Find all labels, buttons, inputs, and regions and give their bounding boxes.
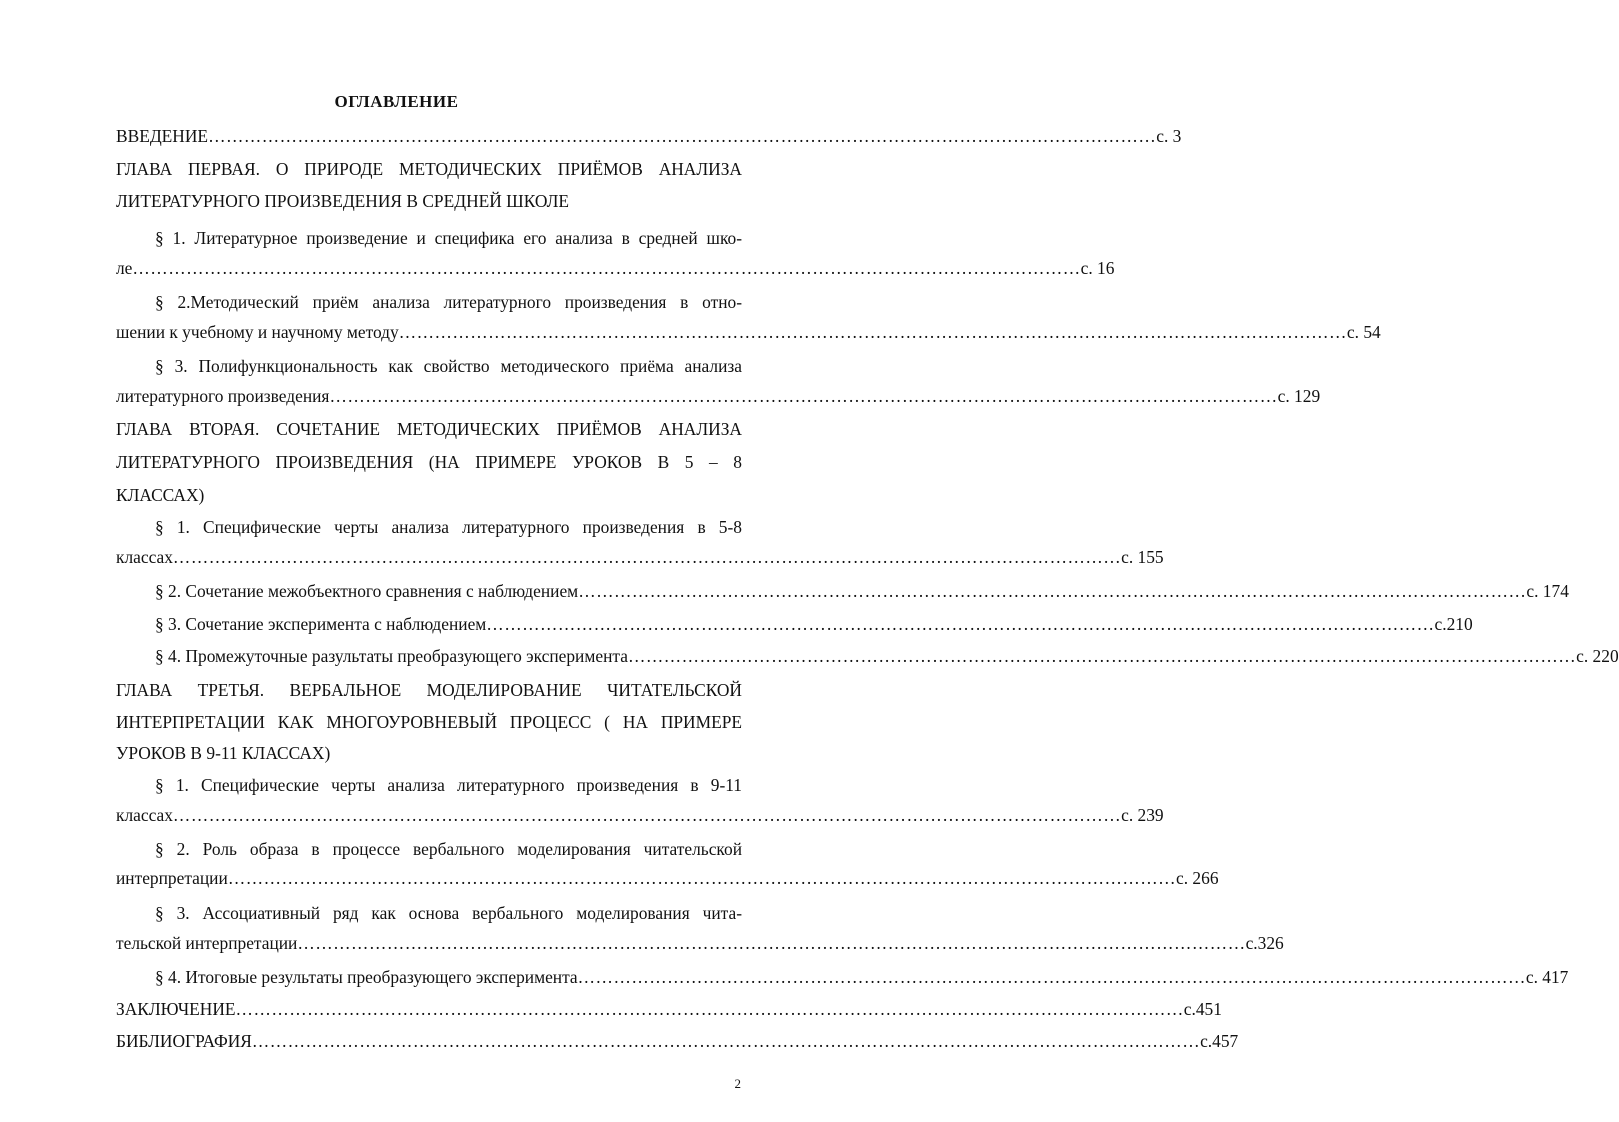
leader-dots: …………………………………………………………………………………………………………………………………………… — [577, 967, 1526, 987]
toc-entry-text: классах — [116, 547, 173, 567]
toc-entry-3-1 — [116, 804, 1164, 826]
chapter-2-heading-line-1: ГЛАВА ВТОРАЯ. СОЧЕТАНИЕ МЕТОДИЧЕСКИХ ПРИЁМОВ АНАЛИЗА — [116, 419, 742, 439]
toc-page-number: с.451 — [1183, 999, 1222, 1019]
section-1-3-line-1: § 3. Полифункциональность как свойство методического приёма анализа — [155, 356, 742, 376]
toc-entry-text: ЗАКЛЮЧЕНИЕ — [116, 999, 236, 1019]
leader-dots: …………………………………………………………………………………………………………………………………………… — [627, 646, 1577, 666]
toc-entry-text: ВВЕДЕНИЕ — [116, 126, 209, 146]
leader-dots: …………………………………………………………………………………………………………………………………………… — [329, 386, 1278, 406]
toc-entry-text: § 4. Итоговые результаты преобразующего эксперимента — [155, 967, 578, 987]
toc-page-number: с.326 — [1245, 933, 1284, 953]
section-1-1-line-1: § 1. Литературное произведение и специфика его анализа в средней шко- — [155, 228, 742, 248]
leader-dots: …………………………………………………………………………………………………………………………………………… — [227, 868, 1177, 888]
chapter-1-heading-line-1: ГЛАВА ПЕРВАЯ. О ПРИРОДЕ МЕТОДИЧЕСКИХ ПРИЁМОВ АНАЛИЗА — [116, 159, 742, 179]
toc-entry-text: § 2. Сочетание межобъектного сравнения с наблюдением — [155, 581, 579, 601]
toc-page-number: с. 239 — [1121, 805, 1164, 825]
chapter-3-heading-line-2: ИНТЕРПРЕТАЦИИ КАК МНОГОУРОВНЕВЫЙ ПРОЦЕСС ( НА ПРИМЕРЕ — [116, 712, 742, 732]
toc-entry-text: ле — [116, 258, 133, 278]
toc-entry-3-4 — [155, 966, 1569, 988]
leader-dots: …………………………………………………………………………………………………………………………………………… — [578, 581, 1527, 601]
toc-page-number: с.457 — [1200, 1031, 1239, 1051]
chapter-3-heading-line-1: ГЛАВА ТРЕТЬЯ. ВЕРБАЛЬНОЕ МОДЕЛИРОВАНИЕ ЧИТАТЕЛЬСКОЙ — [116, 680, 742, 700]
section-3-3-line-1: § 3. Ассоциативный ряд как основа вербального моделирования чита- — [155, 903, 742, 923]
leader-dots: …………………………………………………………………………………………………………………………………………… — [235, 999, 1184, 1019]
toc-entry-text: интерпретации — [116, 868, 228, 888]
toc-entry-text: БИБЛИОГРАФИЯ — [116, 1031, 252, 1051]
toc-page-number: с. 174 — [1526, 581, 1569, 601]
toc-title: ОГЛАВЛЕНИЕ — [334, 92, 459, 111]
toc-entry-intro — [116, 125, 1182, 147]
section-3-1-line-1: § 1. Специфические черты анализа литературного произведения в 9-11 — [155, 775, 742, 795]
toc-page-number: с. 16 — [1080, 258, 1115, 278]
toc-entry-text: тельской интерпретации — [116, 933, 298, 953]
chapter-2-heading-line-2: ЛИТЕРАТУРНОГО ПРОИЗВЕДЕНИЯ (НА ПРИМЕРЕ УРОКОВ В 5 – 8 — [116, 452, 742, 472]
leader-dots: …………………………………………………………………………………………………………………………………………… — [132, 258, 1081, 278]
section-3-2-line-1: § 2. Роль образа в процессе вербального моделирования читательской — [155, 839, 742, 859]
chapter-3-heading-line-3: УРОКОВ В 9-11 КЛАССАХ) — [116, 743, 331, 763]
toc-entry-2-4 — [155, 645, 1619, 667]
leader-dots: …………………………………………………………………………………………………………………………………………… — [172, 805, 1122, 825]
toc-page-number: с. 155 — [1121, 547, 1164, 567]
toc-entry-bibliography — [116, 1030, 1239, 1052]
toc-page-number: с. 3 — [1156, 126, 1182, 146]
toc-entry-3-2 — [116, 867, 1219, 889]
toc-entry-1-2 — [116, 321, 1381, 343]
toc-entry-2-3 — [155, 613, 1473, 635]
toc-entry-1-3 — [116, 385, 1321, 407]
toc-entry-text: литературного произведения — [116, 386, 330, 406]
toc-entry-text: § 3. Сочетание эксперимента с наблюдением — [155, 614, 487, 634]
toc-entry-3-3 — [116, 932, 1284, 954]
chapter-1-heading-line-2: ЛИТЕРАТУРНОГО ПРОИЗВЕДЕНИЯ В СРЕДНЕЙ ШКОЛЕ — [116, 191, 569, 211]
leader-dots: …………………………………………………………………………………………………………………………………………… — [486, 614, 1435, 634]
toc-entry-2-1 — [116, 546, 1164, 568]
toc-page-number: с.210 — [1434, 614, 1473, 634]
toc-page-number: с. 266 — [1176, 868, 1219, 888]
section-2-1-line-1: § 1. Специфические черты анализа литературного произведения в 5-8 — [155, 517, 742, 537]
toc-entry-2-2 — [155, 580, 1569, 602]
page-number: 2 — [734, 1076, 741, 1091]
toc-entry-text: § 4. Промежуточные разультаты преобразующего эксперимента — [155, 646, 628, 666]
toc-entry-text: шении к учебному и научному методу — [116, 322, 399, 342]
toc-entry-conclusion — [116, 998, 1222, 1020]
leader-dots: …………………………………………………………………………………………………………………………………………… — [251, 1031, 1201, 1051]
leader-dots: …………………………………………………………………………………………………………………………………………… — [208, 126, 1157, 146]
section-1-2-line-1: § 2.Методический приём анализа литературного произведения в отно- — [155, 292, 742, 312]
leader-dots: …………………………………………………………………………………………………………………………………………… — [297, 933, 1246, 953]
toc-entry-text: классах — [116, 805, 173, 825]
toc-page-number: с. 54 — [1346, 322, 1381, 342]
chapter-2-heading-line-3: КЛАССАХ) — [116, 485, 205, 505]
toc-page-number: с. 417 — [1525, 967, 1569, 987]
toc-page-number: с. 129 — [1277, 386, 1321, 406]
toc-page-number: с. 220 — [1576, 646, 1619, 666]
leader-dots: …………………………………………………………………………………………………………………………………………… — [172, 547, 1122, 567]
toc-entry-1-1 — [116, 257, 1115, 279]
leader-dots: …………………………………………………………………………………………………………………………………………… — [398, 322, 1347, 342]
